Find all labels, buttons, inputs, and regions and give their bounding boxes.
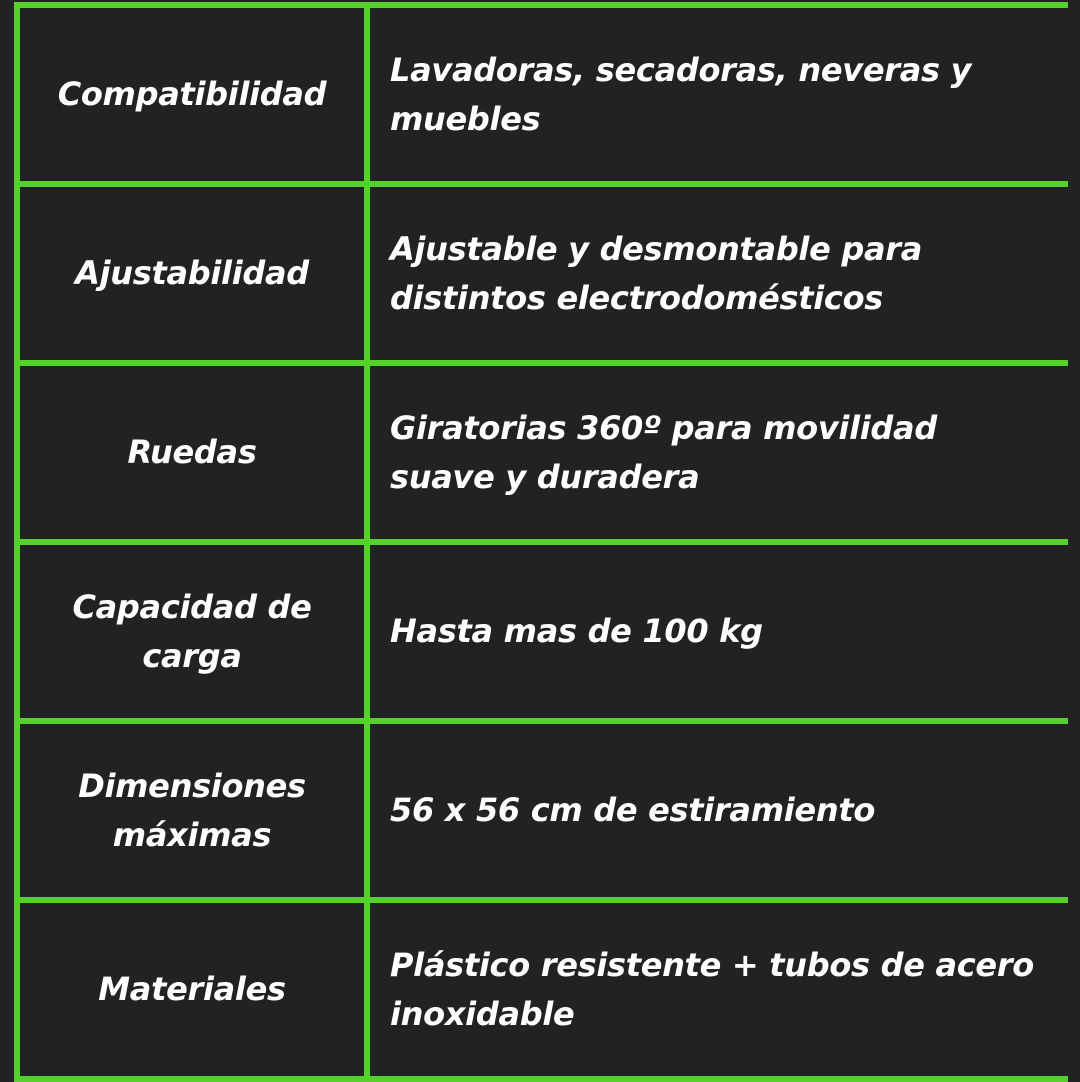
spec-label-compatibilidad: Compatibilidad	[20, 8, 364, 181]
spec-value-ajustabilidad: Ajustable y desmontable para distintos electrodomésticos	[370, 187, 1074, 360]
spec-label-ajustabilidad: Ajustabilidad	[20, 187, 364, 360]
spec-table	[14, 2, 1068, 1082]
spec-label-materiales: Materiales	[20, 903, 364, 1076]
spec-value-materiales: Plástico resistente + tubos de acero inoxidable	[370, 903, 1074, 1076]
spec-value-capacidad: Hasta mas de 100 kg	[370, 545, 1074, 718]
spec-value-dimensiones: 56 x 56 cm de estiramiento	[370, 724, 1074, 897]
spec-label-capacidad: Capacidad de carga	[20, 545, 364, 718]
spec-value-compatibilidad: Lavadoras, secadoras, neveras y muebles	[370, 8, 1074, 181]
spec-label-ruedas: Ruedas	[20, 366, 364, 539]
spec-label-dimensiones: Dimensiones máximas	[20, 724, 364, 897]
spec-value-ruedas: Giratorias 360º para movilidad suave y duradera	[370, 366, 1074, 539]
